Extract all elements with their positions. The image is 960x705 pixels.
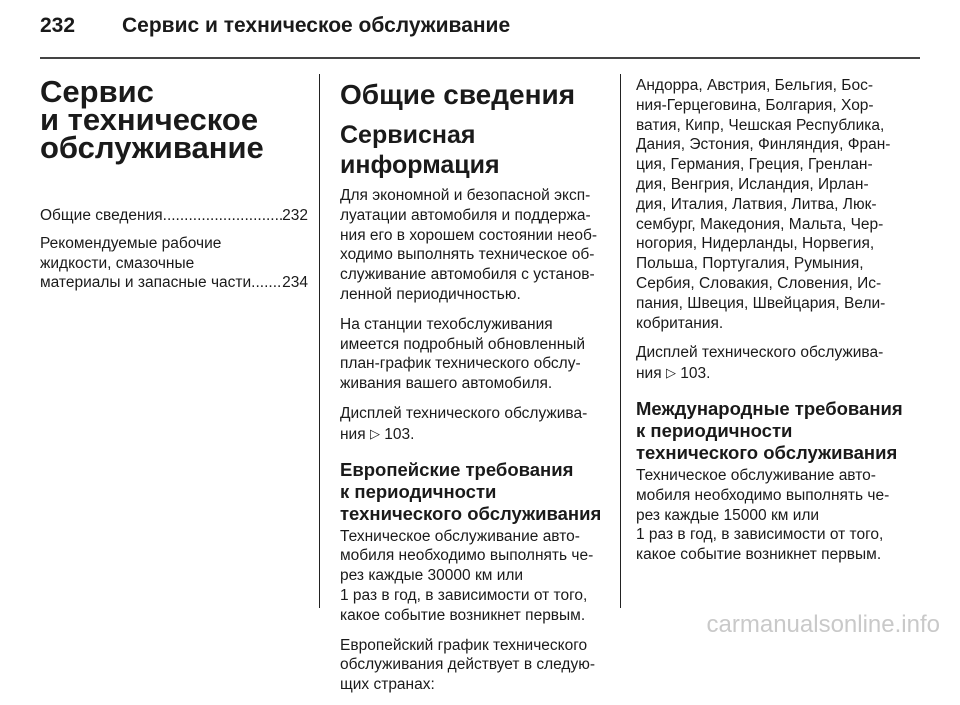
paragraph xyxy=(340,527,606,626)
toc-entry-label: Общие сведения xyxy=(40,207,163,224)
column-divider xyxy=(620,74,621,608)
text-line: Дисплей технического обслужива- xyxy=(340,404,588,422)
text-line: технического обслуживания xyxy=(340,502,602,524)
subsection-heading xyxy=(340,459,606,525)
paragraph xyxy=(340,315,606,394)
text-line: к периодичности xyxy=(636,419,793,441)
table-of-contents xyxy=(40,206,308,293)
page-reference[interactable]: 103. xyxy=(680,365,711,383)
text-line: Техническое обслуживание авто- xyxy=(340,527,580,545)
text-line: ния-Герцеговина, Болгария, Хор- xyxy=(636,96,874,114)
page-title: Сервис и техническое обслуживание xyxy=(122,14,511,37)
toc-entry[interactable] xyxy=(40,234,308,293)
arrow-reference-icon[interactable]: ▷ xyxy=(665,365,676,381)
text-line: Дания, Эстония, Финляндия, Фран- xyxy=(636,136,891,154)
text-line: Техническое обслуживание авто- xyxy=(636,466,876,484)
page-reference[interactable]: 103. xyxy=(384,425,415,443)
text-line: ция, Германия, Греция, Гренлан- xyxy=(636,156,873,174)
text-line: дия, Италия, Латвия, Литва, Люк- xyxy=(636,195,877,213)
page-number: 232 xyxy=(40,14,76,37)
text-line: Для экономной и безопасной эксп- xyxy=(340,187,591,204)
text-line: служивание автомобиля с установ- xyxy=(340,266,595,284)
text-line: щих странах: xyxy=(340,676,435,694)
column-divider xyxy=(319,74,320,608)
text-line: Европейские требования xyxy=(340,458,574,480)
toc-entry-label: материалы и запасные части xyxy=(40,274,252,292)
text-line: Андорра, Австрия, Бельгия, Бос- xyxy=(636,77,873,94)
text-line: Международные требования xyxy=(636,397,903,419)
toc-entry-label: Рекомендуемые рабочие xyxy=(40,234,222,252)
heading-line: и техническое xyxy=(40,102,259,137)
text-line: ния ▷ 103. xyxy=(340,425,415,443)
text-line: На станции техобслуживания xyxy=(340,315,553,333)
paragraph xyxy=(636,466,926,565)
paragraph xyxy=(636,76,926,333)
text-line: ходимо выполнять техническое об- xyxy=(340,246,595,264)
toc-entry-page: 232 xyxy=(282,207,308,224)
section-heading xyxy=(40,74,308,165)
text-line: Польша, Португалия, Румыния, xyxy=(636,255,864,273)
text-line: имеется подробный обновленный xyxy=(340,335,586,353)
paragraph xyxy=(340,186,606,305)
page-header xyxy=(40,14,920,50)
text-line: Сербия, Словакия, Словения, Ис- xyxy=(636,274,882,292)
text-line: ленной периодичностью. xyxy=(340,285,521,303)
text-line: дия, Венгрия, Исландия, Ирлан- xyxy=(636,175,869,193)
text-line: луатации автомобиля и поддержа- xyxy=(340,206,591,224)
text-line: ния ▷ 103. xyxy=(636,365,711,383)
paragraph xyxy=(636,343,926,384)
middle-column xyxy=(340,80,606,705)
text-line: рез каждые 30000 км или xyxy=(340,567,524,585)
text-line: кобритания. xyxy=(636,314,724,332)
paragraph xyxy=(340,636,606,695)
text-line: мобиля необходимо выполнять че- xyxy=(340,547,594,565)
text-line: сембург, Македония, Мальта, Чер- xyxy=(636,215,884,233)
text-line: ватия, Кипр, Чешская Республика, xyxy=(636,116,885,134)
text-line: технического обслуживания xyxy=(636,441,898,463)
watermark: carmanualsonline.info xyxy=(706,611,940,638)
text-line: Дисплей технического обслужива- xyxy=(636,344,884,362)
text-line: план-график технического обслу- xyxy=(340,355,581,373)
paragraph xyxy=(340,404,606,445)
text-line: обслуживания действует в следую- xyxy=(340,656,596,674)
section-heading: Общие сведения xyxy=(340,79,576,110)
left-column xyxy=(40,74,308,301)
subsection-heading xyxy=(636,398,926,464)
subsection-heading: Сервисная информация xyxy=(340,121,500,179)
text-line: какое событие возникнет первым. xyxy=(636,546,882,564)
text-line: ния его в хорошем состоянии необ- xyxy=(340,226,598,244)
right-column xyxy=(636,76,926,575)
text-line: мобиля необходимо выполнять че- xyxy=(636,486,890,504)
toc-leader-dots xyxy=(163,206,282,226)
header-rule xyxy=(40,57,920,59)
text-line: какое событие возникнет первым. xyxy=(340,606,586,624)
text-line: ногория, Нидерланды, Норвегия, xyxy=(636,235,875,253)
toc-leader-dots xyxy=(251,273,282,293)
text-line: рез каждые 15000 км или xyxy=(636,506,820,524)
heading-line: обслуживание xyxy=(40,130,264,165)
toc-entry-page: 234 xyxy=(282,274,308,292)
text-line: пания, Швеция, Швейцария, Вели- xyxy=(636,294,886,312)
text-line: к периодичности xyxy=(340,480,497,502)
text-line: живания вашего автомобиля. xyxy=(340,375,553,393)
text-line: 1 раз в год, в зависимости от того, xyxy=(636,526,884,544)
toc-entry[interactable] xyxy=(40,206,308,226)
arrow-reference-icon[interactable]: ▷ xyxy=(369,425,380,441)
text-line: Европейский график технического xyxy=(340,636,588,654)
text-line: 1 раз в год, в зависимости от того, xyxy=(340,586,588,604)
toc-entry-label: жидкости, смазочные xyxy=(40,254,195,272)
heading-line: Сервис xyxy=(40,74,154,109)
